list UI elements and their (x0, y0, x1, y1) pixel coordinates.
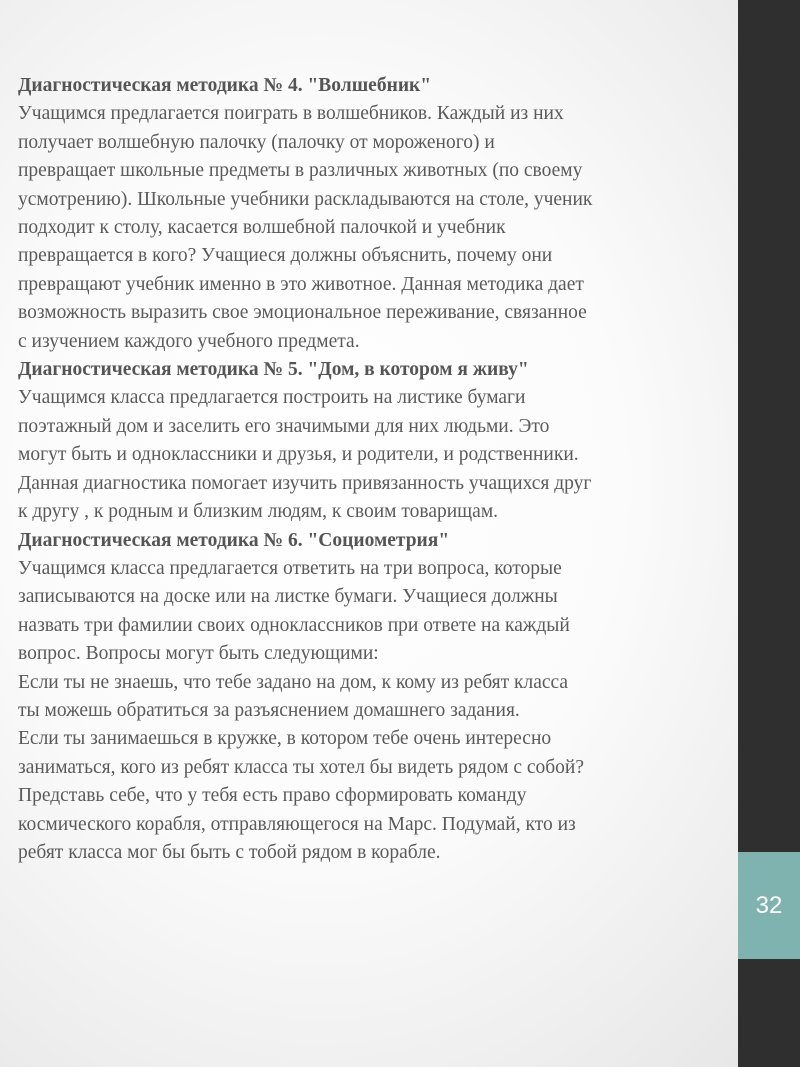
body-line: ты можешь обратиться за разъяснением домашнего задания. (18, 699, 520, 721)
body-line: к другу , к родным и близким людям, к своим товарищам. (18, 501, 499, 523)
body-line: Учащимся предлагается поиграть в волшебников. Каждый из них (18, 103, 564, 125)
body-line: поэтажный дом и заселить его значимыми для них людьми. Это (18, 415, 550, 437)
page-number: 32 (755, 891, 783, 919)
body-line: с изучением каждого учебного предмета. (18, 330, 360, 352)
body-line: назвать три фамилии своих одноклассников при ответе на каждый (18, 614, 570, 636)
body-line: получает волшебную палочку (палочку от мороженого) и (18, 131, 495, 153)
body-line: превращается в кого? Учащиеся должны объяснить, почему они (18, 245, 553, 267)
body-line: могут быть и одноклассники и друзья, и родители, и родственники. (18, 444, 579, 466)
section-heading: Диагностическая методика № 4. "Волшебник" (18, 75, 432, 96)
body-line: подходит к столу, касается волшебной палочкой и учебник (18, 217, 506, 239)
body-line: записываются на доске или на листке бумаги. Учащиеся должны (18, 586, 558, 608)
body-line: усмотрению). Школьные учебники раскладываются на столе, ученик (18, 188, 593, 210)
body-line: Данная диагностика помогает изучить привязанность учащихся друг (18, 472, 592, 494)
body-line: возможность выразить свое эмоциональное переживание, связанное (18, 302, 587, 324)
slide-body-text (18, 72, 738, 867)
body-line: Учащимся класса предлагается ответить на три вопроса, которые (18, 557, 562, 579)
body-line: Представь себе, что у тебя есть право сформировать команду (18, 785, 527, 807)
body-line: Если ты занимаешься в кружке, в котором тебе очень интересно (18, 728, 552, 750)
body-line: превращает школьные предметы в различных животных (по своему (18, 160, 583, 182)
section-heading: Диагностическая методика № 5. "Дом, в котором я живу" (18, 359, 529, 381)
body-line: превращают учебник именно в это животное. Данная методика дает (18, 273, 584, 295)
body-line: Учащимся класса предлагается построить на листике бумаги (18, 387, 526, 409)
body-line: заниматься, кого из ребят класса ты хотел бы видеть рядом с собой? (18, 756, 585, 778)
body-line: космического корабля, отправляющегося на Марс. Подумай, кто из (18, 813, 576, 835)
body-line: Если ты не знаешь, что тебе задано на дом, к кому из ребят класса (18, 671, 569, 693)
section-heading: Диагностическая методика № 6. "Социометрия" (18, 529, 450, 551)
body-line: вопрос. Вопросы могут быть следующими: (18, 643, 379, 665)
body-line: ребят класса мог бы быть с тобой рядом в корабле. (18, 841, 441, 863)
page-number-box (738, 852, 800, 959)
